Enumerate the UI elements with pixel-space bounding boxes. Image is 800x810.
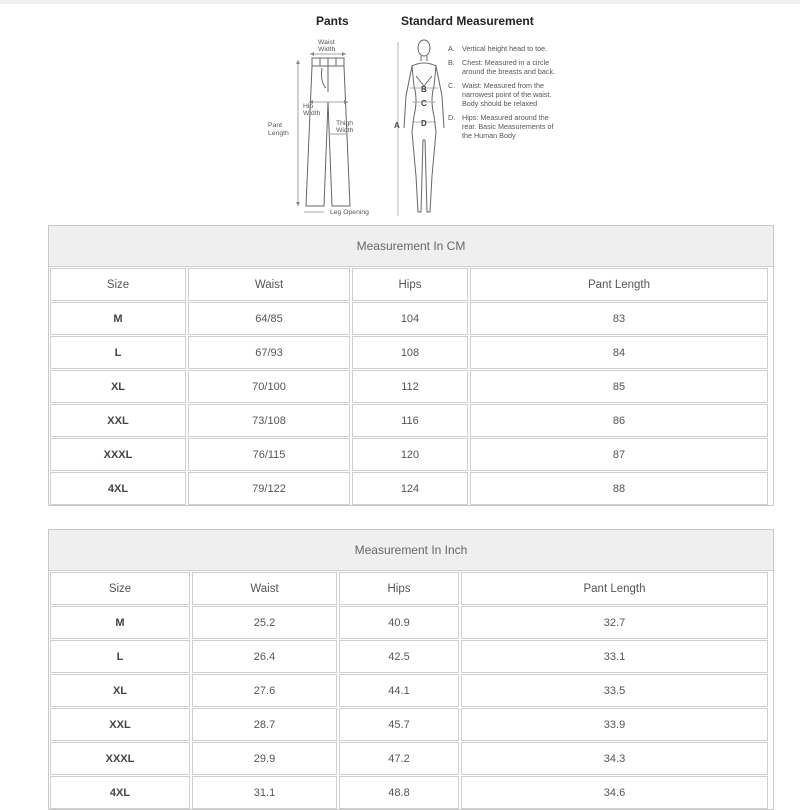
cell-hips: 104 xyxy=(352,302,468,335)
legend-key: C. xyxy=(448,81,456,90)
table-caption: Measurement In CM xyxy=(49,226,773,267)
cell-pant-length: 88 xyxy=(470,472,768,505)
header-waist: Waist xyxy=(192,572,337,605)
legend-key: B. xyxy=(448,58,455,67)
waist-width-label-2: Width xyxy=(318,46,336,53)
legend-text: Chest: Measured in a circle around the breasts and back. xyxy=(462,58,556,76)
cell-pant-length: 87 xyxy=(470,438,768,471)
cell-hips: 47.2 xyxy=(339,742,459,775)
cell-size: XXXL xyxy=(50,438,186,471)
hip-width-label-2: Width xyxy=(303,110,321,117)
cell-pant-length: 86 xyxy=(470,404,768,437)
cell-size: XXXL xyxy=(50,742,190,775)
cell-pant-length: 33.9 xyxy=(461,708,768,741)
size-table-cm xyxy=(48,225,774,506)
cell-hips: 112 xyxy=(352,370,468,403)
cell-size: 4XL xyxy=(50,472,186,505)
cell-size: XL xyxy=(50,674,190,707)
table-row xyxy=(49,437,773,471)
pant-length-label-2: Length xyxy=(268,130,289,137)
pants-title: Pants xyxy=(316,14,349,28)
cell-hips: 116 xyxy=(352,404,468,437)
table-caption: Measurement In Inch xyxy=(49,530,773,571)
legend-key: D. xyxy=(448,113,456,122)
cell-size: XXL xyxy=(50,708,190,741)
body-label-b: B xyxy=(421,85,427,94)
cell-waist: 76/115 xyxy=(188,438,350,471)
cell-size: L xyxy=(50,336,186,369)
cell-hips: 48.8 xyxy=(339,776,459,809)
cell-size: XL xyxy=(50,370,186,403)
size-table-inch xyxy=(48,529,774,810)
legend-text: Hips: Measured around the rear. Basic Measurements of the Human Body xyxy=(462,113,554,140)
header-pant-length: Pant Length xyxy=(461,572,768,605)
cell-size: XXL xyxy=(50,404,186,437)
thigh-width-label-2: Width xyxy=(336,127,354,134)
cell-waist: 25.2 xyxy=(192,606,337,639)
legend-item xyxy=(448,113,558,140)
table-row xyxy=(49,673,773,707)
waist-width-label-1: Waist xyxy=(318,39,335,46)
leg-opening-label: Leg Opening xyxy=(330,209,369,216)
cell-hips: 42.5 xyxy=(339,640,459,673)
cell-hips: 108 xyxy=(352,336,468,369)
header-pant-length: Pant Length xyxy=(470,268,768,301)
legend-text: Vertical height head to toe. xyxy=(462,44,548,53)
cell-pant-length: 34.3 xyxy=(461,742,768,775)
table-row xyxy=(49,775,773,809)
cell-waist: 28.7 xyxy=(192,708,337,741)
table-row xyxy=(49,301,773,335)
header-hips: Hips xyxy=(339,572,459,605)
cell-pant-length: 83 xyxy=(470,302,768,335)
standard-measurement-title: Standard Measurement xyxy=(401,14,534,28)
pant-length-label-1: Pant xyxy=(268,122,282,129)
cell-waist: 70/100 xyxy=(188,370,350,403)
thigh-width-label-1: Thigh xyxy=(336,120,354,127)
legend-item xyxy=(448,58,558,76)
cell-pant-length: 84 xyxy=(470,336,768,369)
legend-item xyxy=(448,44,558,53)
cell-size: 4XL xyxy=(50,776,190,809)
legend-item xyxy=(448,81,558,108)
table-header-row xyxy=(49,267,773,301)
cell-hips: 40.9 xyxy=(339,606,459,639)
cell-waist: 79/122 xyxy=(188,472,350,505)
cell-size: M xyxy=(50,606,190,639)
table-row xyxy=(49,605,773,639)
table-row xyxy=(49,471,773,505)
table-row xyxy=(49,335,773,369)
pants-diagram xyxy=(262,30,392,222)
body-label-c: C xyxy=(421,99,427,108)
table-row xyxy=(49,741,773,775)
legend-key: A. xyxy=(448,44,455,53)
cell-size: L xyxy=(50,640,190,673)
cell-waist: 31.1 xyxy=(192,776,337,809)
cell-hips: 124 xyxy=(352,472,468,505)
legend-text: Waist: Measured from the narrowest point of the waist. Body should be relaxed xyxy=(462,81,552,108)
table-row xyxy=(49,403,773,437)
header-hips: Hips xyxy=(352,268,468,301)
cell-pant-length: 85 xyxy=(470,370,768,403)
cell-waist: 64/85 xyxy=(188,302,350,335)
table-row xyxy=(49,707,773,741)
cell-waist: 26.4 xyxy=(192,640,337,673)
cell-pant-length: 34.6 xyxy=(461,776,768,809)
header-waist: Waist xyxy=(188,268,350,301)
table-row xyxy=(49,639,773,673)
body-label-d: D xyxy=(421,119,427,128)
cell-waist: 73/108 xyxy=(188,404,350,437)
cell-pant-length: 33.1 xyxy=(461,640,768,673)
cell-pant-length: 32.7 xyxy=(461,606,768,639)
cell-waist: 27.6 xyxy=(192,674,337,707)
hip-width-label-1: Hip xyxy=(303,103,314,110)
body-diagram xyxy=(392,36,448,222)
table-header-row xyxy=(49,571,773,605)
table-row xyxy=(49,369,773,403)
measurement-legend xyxy=(448,44,558,145)
top-divider xyxy=(0,0,800,4)
cell-size: M xyxy=(50,302,186,335)
header-size: Size xyxy=(50,572,190,605)
cell-hips: 45.7 xyxy=(339,708,459,741)
cell-hips: 44.1 xyxy=(339,674,459,707)
cell-hips: 120 xyxy=(352,438,468,471)
cell-pant-length: 33.5 xyxy=(461,674,768,707)
body-label-a: A xyxy=(394,121,400,130)
header-size: Size xyxy=(50,268,186,301)
cell-waist: 67/93 xyxy=(188,336,350,369)
cell-waist: 29.9 xyxy=(192,742,337,775)
